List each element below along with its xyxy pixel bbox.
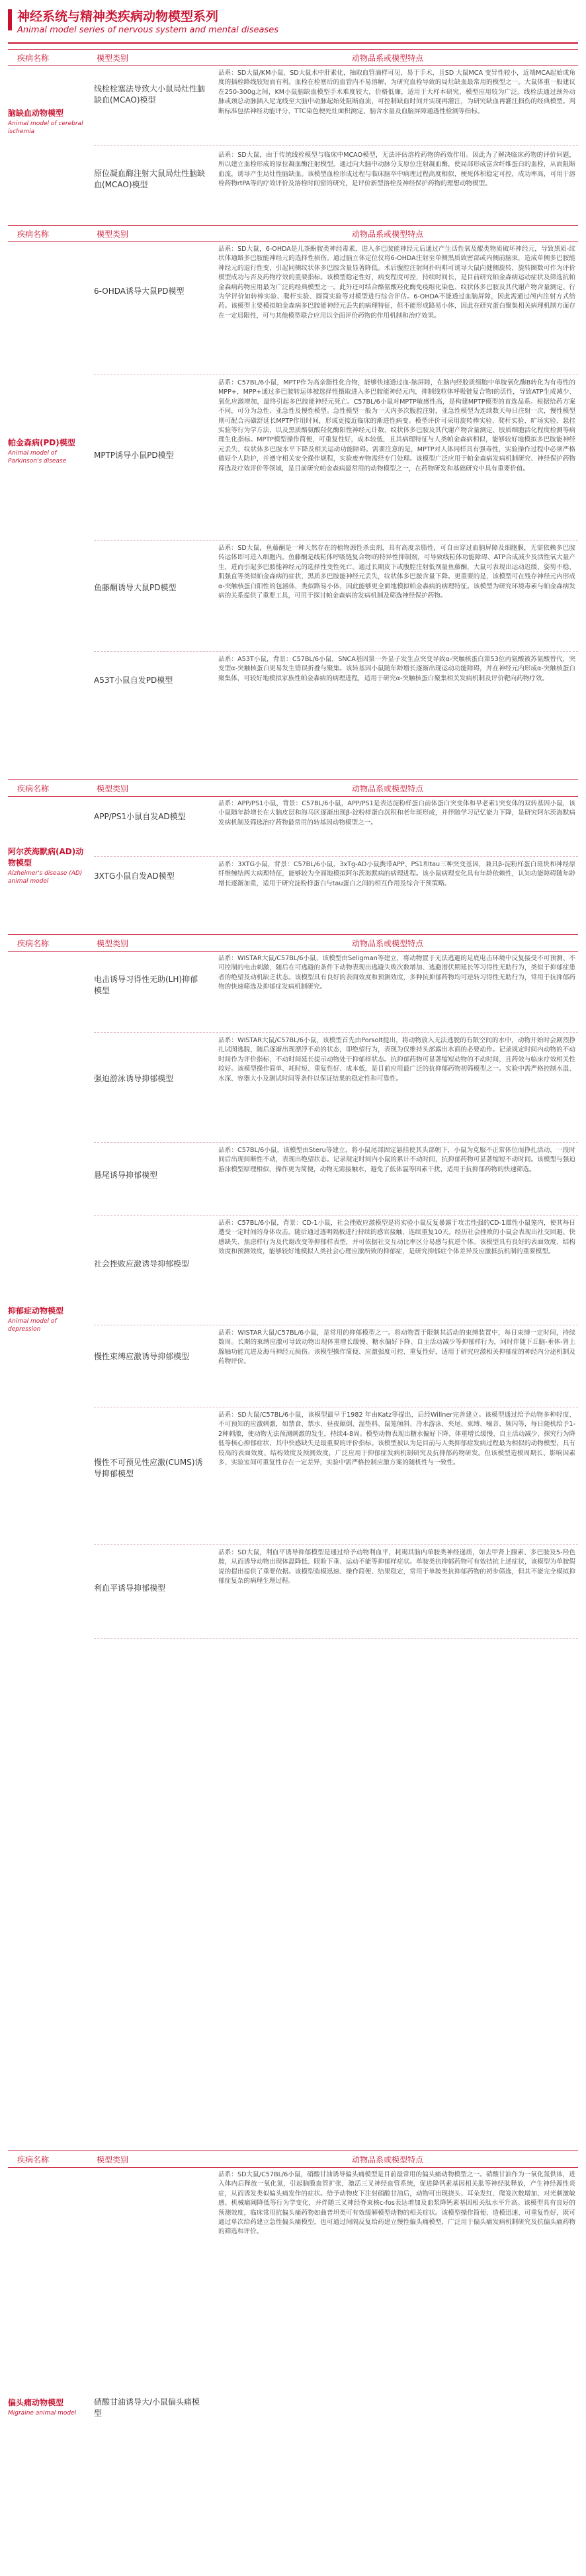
page-title: 神经系统与精神类疾病动物模型系列 — [17, 9, 219, 24]
row-divider — [94, 145, 578, 146]
model-name: 原位凝血酶注射大鼠局灶性脑缺血(MCAO)模型 — [94, 169, 206, 189]
model-name: 社会挫败应激诱导抑郁模型 — [94, 1259, 190, 1268]
column-model: 模型类别 — [97, 2155, 129, 2164]
model-name: 慢性束缚应激诱导抑郁模型 — [94, 1352, 190, 1361]
column-header — [8, 49, 578, 66]
column-header — [8, 779, 578, 797]
header-accent-bar — [8, 9, 12, 30]
disease-name — [8, 2397, 85, 2417]
section-depression — [8, 934, 578, 1801]
row-divider — [94, 1215, 578, 1216]
model-description: 品系：WISTAR大鼠/C57BL/6小鼠，是常用的抑郁模型之一。将动物置于限制其活动的束缚装置中，每日束缚一定时间，持续数周。长期的束缚应激可导致动物出现体重增长缓慢、糖水偏好下降、自主活动减少等抑郁样行为，同时伴随下丘脑-垂体-肾上腺轴功能亢进及海马神经元损伤。该模型操作简便、应激强度可控、重复性好，适用于研究应激相关抑郁症的神经内分泌机制及药物评价。 — [218, 1329, 575, 1366]
model-name: 悬尾诱导抑郁模型 — [94, 1171, 158, 1180]
row-divider — [94, 651, 578, 652]
column-model: 模型类别 — [97, 939, 129, 948]
page-subtitle: Animal model series of nervous system and mental diseases — [17, 25, 278, 35]
model-description: 品系：A53T小鼠，背景：C57BL/6小鼠，SNCA基因第一外显子发生点突变导致α-突触核蛋白第53位丙氨酸被苏氨酸替代，突变型α-突触核蛋白更易发生错误折叠与聚集。该转基因小鼠随年龄增长逐渐出现运动功能障碍，并在神经元内形成α-突触核蛋白聚集体，可较好地模拟家族性帕金森病的病理进程，适用于研究α-突触核蛋白聚集相关发病机制及评价靶向药物疗效。 — [218, 656, 575, 682]
column-disease: 疾病名称 — [17, 54, 50, 63]
model-name: 慢性不可预见性应激(CUMS)诱导抑郁模型 — [94, 1458, 203, 1478]
model-description: 品系：APP/PS1小鼠，背景：C57BL/6小鼠，APP/PS1是表达淀粉样蛋白前体蛋白突变体和早老素1突变体的双转基因小鼠，该小鼠随年龄增长在大脑皮层和海马区逐渐出现β-淀粉样蛋白沉积和老年斑形成，并伴随学习记忆能力下降，是研究阿尔茨海默病发病机制及筛选治疗药物最常用的转基因动物模型之一。 — [218, 800, 575, 826]
model-description: 品系：C57BL/6小鼠，背景：CD-1小鼠，社会挫败应激模型是将实验小鼠反复暴露于攻击性强的CD-1雄性小鼠笼内，使其每日遭受一定时间的身体攻击，随后通过透明隔板进行持续的感官接触，连续重复10天。经历社会挫败的小鼠会表现出社交回避、快感缺失、焦虑样行为及代谢改变等抑郁样表型，并可依据社交互动比率区分易感与抗逆个体。该模型具有良好的表面效度、结构效度和预测效度，能够较好地模拟人类社会心理应激所致的抑郁症，是研究抑郁症个体差异及应激抵抗机制的重要模型。 — [218, 1220, 575, 1256]
column-desc: 动物品系或模型特点 — [352, 2155, 424, 2164]
model-name: 强迫游泳诱导抑郁模型 — [94, 1074, 174, 1083]
model-description: 品系：SD大鼠，6-OHDA是儿茶酚胺类神经毒素，进入多巴胺能神经元后通过产生活性氧及醌类物质破坏神经元，导致黑质-纹状体通路多巴胺能神经元的选择性损伤。通过脑立体定位仪将6-OHDA注射至单侧黑质致密部或内侧前脑束，造成单侧多巴胺能神经元的退行性变，引起同侧纹状体多巴胺含量显著降低。术后腹腔注射阿扑吗啡可诱导大鼠向健侧旋转，旋转圈数可作为评价模型成功与否及药物疗效的重要指标。该模型稳定性好，病变程度可控，持续时间长，是目前研究帕金森病运动症状及筛选抗帕金森病药物应用最为广泛的经典模型之一。此外还可结合酪氨酸羟化酶免疫组化染色、纹状体多巴胺及其代谢产物含量测定、行为学评价如转棒实验、爬杆实验、圆筒实验等对模型进行综合评估。6-OHDA不能透过血脑屏障，因此需通过颅内注射方式给药。该模型主要模拟帕金森病多巴胺能神经元丢失的病理特征，但不能形成路易小体，因此在研究蛋白聚集相关病理机制方面存在一定局限性，可与其他模型联合应用以全面评价药物的作用机制和治疗效果。 — [218, 245, 575, 320]
model-description: 品系：SD大鼠，利血平诱导抑郁模型是通过给予动物利血平，耗竭其脑内单胺类神经递质，如去甲肾上腺素、多巴胺及5-羟色胺，从而诱导动物出现体温降低、眼睑下垂、运动不能等抑郁样症状。单胺类抗抑郁药物可有效拮抗上述症状，该模型为单胺假说的提出提供了重要依据。该模型造模迅速、操作简便、结果稳定，常用于单胺类抗抑郁药物的初步筛选，但其不能完全模拟抑郁症复杂的病理生理过程。 — [218, 1549, 575, 1585]
column-model: 模型类别 — [97, 784, 129, 793]
model-name: MPTP诱导小鼠PD模型 — [94, 451, 174, 460]
column-desc: 动物品系或模型特点 — [352, 939, 424, 948]
disease-name — [8, 846, 85, 885]
column-model: 模型类别 — [97, 54, 129, 63]
disease-name-zh: 阿尔茨海默病(AD)动物模型 — [8, 847, 84, 867]
section-cerebral-ischemia-row2 — [8, 148, 578, 221]
disease-name — [8, 1305, 85, 1333]
row-divider — [94, 540, 578, 541]
section-alzheimer — [8, 779, 578, 912]
model-description: 品系：3XTG小鼠，背景：C57BL/6小鼠，3xTg-AD小鼠携带APP、PS1和tau三种突变基因，兼具β-淀粉样蛋白斑块和神经原纤维缠结两大病理特征，能够较为全面地模拟阿尔茨海默病的病理进程。该小鼠病理变化具有年龄依赖性，认知功能障碍随年龄增长逐渐加重，适用于研究淀粉样蛋白与tau蛋白之间的相互作用及综合干预策略。 — [218, 861, 575, 887]
model-name: 鱼藤酮诱导大鼠PD模型 — [94, 583, 177, 592]
model-description: 品系：C57BL/6小鼠，MPTP作为高亲脂性化合物，能够快速透过血-脑屏障，在脑内经胶质细胞中单胺氧化酶B转化为有毒性的MPP+，MPP+通过多巴胺转运体被选择性摄取进入多巴胺能神经元内，抑制线粒体呼吸链复合物I的活性，导致ATP生成减少、氧化应激增加，最终引起多巴胺能神经元死亡。C57BL/6小鼠对MPTP敏感性高，是构建MPTP模型的首选品系。根据给药方案不同，可分为急性、亚急性及慢性模型。急性模型一般为一天内多次腹腔注射，亚急性模型为连续数天每日注射一次，慢性模型则可配合丙磺舒延长MPTP作用时间，形成更接近临床的渐进性病变。模型评价可采用旋转棒实验、爬杆实验、旷场实验、悬挂实验等行为学方法，以及黑质酪氨酸羟化酶阳性神经元计数、纹状体多巴胺及其代谢产物含量测定、胶质细胞活化程度检测等病理生化指标。MPTP模型操作简便，可重复性好，成本较低，且其病理特征与人类帕金森病相似，能够较好地模拟多巴胺能神经元丢失、纹状体多巴胺水平下降及相关运动功能障碍。需要注意的是，MPTP对人体同样具有强毒性，实验操作过程中必须严格做好个人防护，并遵守相关安全操作规程，实验废弃物需经专门处理。该模型广泛应用于帕金森病发病机制研究、神经保护药物筛选及疗效评价等领域，是目前研究帕金森病最常用的动物模型之一，在药物研发和基础研究中具有重要价值。 — [218, 379, 575, 472]
column-desc: 动物品系或模型特点 — [352, 784, 424, 793]
column-header — [8, 2151, 578, 2168]
model-description: 品系：SD大鼠/KM小鼠、SD大鼠术中肝素化，抽取血管滴样可见，易于手术，且SD 大鼠MCA 变异性较小，近端MCA起始成角度的插栓路线较短而有利。血栓在栓塞后的血管内不易溶解，为研究血栓导致的局灶缺血最常用的模型之一。大鼠体重一般建议在250-300g之间，KM小鼠脑缺血模型手术难度较大，价格低廉，适用于大样本研究，模型应用较为广泛。线栓法通过颈外动脉或颈总动脉插入尼龙线至大脑中动脉起始处阻断血流，可控制缺血时间并实现再灌注，为研究缺血再灌注损伤的经典模型。判断标准包括神经功能评分、TTC染色梗死灶面积测定、脑含水量及血脑屏障通透性检测等指标。 — [218, 69, 575, 115]
disease-name-en: Animal model of Parkinson's disease — [8, 450, 67, 465]
model-description: 品系：SD大鼠/C57BL/6小鼠，硝酸甘油诱导偏头痛模型是目前最常用的偏头痛动物模型之一。硝酸甘油作为一氧化氮供体，进入体内后释放一氧化氮，引起脑膜血管扩张，激活三叉神经血管系统，促进降钙素基因相关肽等神经肽释放，产生神经源性炎症，从而诱发类似偏头痛发作的症状。给予动物皮下注射硝酸甘油后，动物可出现挠头、耳朵发红、爬笼次数增加、对光刺激敏感、机械痛阈降低等行为学变化，并伴随三叉神经脊束核c-fos表达增加及血浆降钙素基因相关肽水平升高。该模型具有良好的预测效度，临床常用抗偏头痛药物如曲普坦类可有效缓解模型动物的相关症状。该模型操作简便、造模迅速、可重复性好，既可通过单次给药建立急性偏头痛模型，也可通过间隔反复给药建立慢性偏头痛模型，广泛用于偏头痛发病机制研究及抗偏头痛药物的筛选和评价。 — [218, 2171, 575, 2236]
model-description: 品系：SD大鼠，鱼藤酮是一种天然存在的植物源性杀虫剂，具有高度亲脂性，可自由穿过血脑屏障及细胞膜，无需依赖多巴胺转运体即可进入细胞内。鱼藤酮是线粒体呼吸链复合物I的特异性抑制剂，可导致线粒体功能障碍、ATP合成减少及活性氧大量产生，进而引起多巴胺能神经元的选择性变性死亡。通过长期皮下或腹腔注射低剂量鱼藤酮，大鼠可表现出运动迟缓、姿势不稳、肌强直等类似帕金森病的症状，黑质多巴胺能神经元丢失，纹状体多巴胺含量下降。更重要的是，该模型可在残存神经元内形成α-突触核蛋白阳性的包涵体，类似路易小体，因此能够更全面地模拟帕金森病的病理特征。该模型为研究环境毒素与帕金森病发病的关系提供了重要工具，可用于探讨帕金森病的发病机制及筛选神经保护药物。 — [218, 545, 575, 600]
section-parkinson — [8, 225, 578, 774]
model-name: 电击诱导习得性无助(LH)抑郁模型 — [94, 975, 198, 995]
model-name: 6-OHDA诱导大鼠PD模型 — [94, 287, 185, 296]
column-disease: 疾病名称 — [17, 939, 50, 948]
disease-name — [8, 437, 85, 465]
column-header — [8, 934, 578, 952]
model-description: 品系：WISTAR大鼠/C57BL/6小鼠，该模型由Seligman等建立，将动物置于无法逃避的足底电击环境中反复接受不可预测、不可控制的电击刺激，随后在可逃避的条件下动物表现出逃避失败次数增加、逃避潜伏期延长等习得性无助行为，类似于抑郁症患者的绝望及动机缺乏状态。该模型具有良好的表面效度和预测效度，多种抗抑郁药物均可逆转习得性无助行为，常用于抗抑郁药物的快速筛选及抑郁症发病机制研究。 — [218, 955, 575, 991]
disease-name — [8, 107, 85, 136]
column-disease: 疾病名称 — [17, 784, 50, 793]
page-header — [0, 0, 586, 46]
model-description: 品系：C57BL/6小鼠，该模型由Steru等建立，将小鼠尾部固定悬挂使其头部朝下，小鼠为克服不正常体位而挣扎活动，一段时间后出现间断性不动，表现出绝望状态。记录规定时间内小鼠的累计不动时间，抗抑郁药物可显著缩短不动时间。该模型与强迫游泳模型原理相似，操作更为简便，动物无需接触水，避免了低体温等因素干扰，适用于抗抑郁药物的快速筛选。 — [218, 1147, 575, 1173]
disease-name-en: Migraine animal model — [8, 2410, 77, 2417]
column-disease: 疾病名称 — [17, 2155, 50, 2164]
header-rule — [8, 42, 578, 44]
disease-name-en: Alzheimer's disease (AD) animal model — [8, 870, 83, 885]
column-desc: 动物品系或模型特点 — [352, 230, 424, 239]
disease-name-zh: 偏头痛动物模型 — [8, 2398, 64, 2407]
column-desc: 动物品系或模型特点 — [352, 54, 424, 63]
disease-name-en: Animal model of depression — [8, 1318, 57, 1333]
row-divider — [94, 1142, 578, 1143]
model-name: 利血平诱导抑郁模型 — [94, 1583, 166, 1593]
row-divider — [94, 856, 578, 857]
section-migraine — [8, 2151, 578, 2548]
row-divider — [94, 1032, 578, 1033]
model-name: APP/PS1小鼠自发AD模型 — [94, 812, 186, 821]
model-name: 3XTG小鼠自发AD模型 — [94, 871, 175, 881]
model-name: 线栓栓塞法导致大小鼠局灶性脑缺血(MCAO)模型 — [94, 84, 206, 105]
model-name: 硝酸甘油诱导大/小鼠偏头痛模型 — [94, 2397, 200, 2418]
section-cerebral-ischemia — [8, 49, 578, 161]
row-divider — [94, 1544, 578, 1545]
model-description: 品系：SD大鼠，由于传统线栓模型与临床中MCAO模型，无法评估溶栓药物的药效作用。因此为了解决临床药物的评价问题，所以建立血栓形成的原位凝血酶注射模型。通过向大脑中动脉分支原位注射凝血酶，使局部形成富含纤维蛋白的血栓，从而阻断血流，诱导产生局灶性脑缺血。该模型血栓形成过程与临床脑卒中病理过程高度相似，梗死体积稳定可控，成功率高，可用于溶栓药物rtPA等的疗效评价及溶栓时间窗的研究，是评价新型溶栓及神经保护药物的理想动物模型。 — [218, 152, 575, 188]
disease-name-zh: 帕金森病(PD)模型 — [8, 438, 75, 447]
column-disease: 疾病名称 — [17, 230, 50, 239]
model-name: A53T小鼠自发PD模型 — [94, 676, 173, 685]
disease-name-en: Animal model of cerebral ischemia — [8, 120, 83, 135]
row-divider — [94, 1638, 578, 1639]
model-description: 品系：SD大鼠/C57BL/6小鼠，该模型最早于1982 年由Katz等提出，后经Willner完善建立。该模型通过给予动物多种轻度、不可预知的应激刺激，如禁食、禁水、昼夜颠倒、湿垫料、鼠笼倾斜、冷水游泳、夹尾、束缚、噪音、频闪等，每日随机给予1-2种刺激，使动物无法预测刺激的发生，持续4-8周。模型动物表现出糖水偏好下降、体重增长缓慢、自主活动减少、探究行为降低等核心抑郁症状，其中快感缺失是最重要的评价指标。该模型被认为是目前与人类抑郁症发病过程最为相似的动物模型，具有较高的表面效度、结构效度及预测效度，广泛应用于抑郁症发病机制研究及抗抑郁药物研发。但该模型造模周期长、影响因素多、实验室间可重复性存在一定差异，实验中需严格控制应激方案的随机性与一致性。 — [218, 1411, 575, 1467]
disease-name-zh: 抑郁症动物模型 — [8, 1306, 64, 1315]
disease-name-zh: 脑缺血动物模型 — [8, 109, 64, 118]
column-model: 模型类别 — [97, 230, 129, 239]
model-description: 品系：WISTAR大鼠/C57BL/6小鼠，该模型首先由Porsolt提出，将动物放入无法逃脱的有限空间的水中，动物开始时会剧烈挣扎试图逃脱，随后逐渐出现漂浮不动的状态，即绝望行为，表现为仅维持头部露出水面的必要动作。记录规定时间内动物的不动时间作为评价指标，不动时间延长提示动物处于抑郁样状态。抗抑郁药物可显著缩短动物的不动时间，且药效与临床疗效相关性较好。该模型操作简单、耗时短、重复性好、成本低，是目前应用最广泛的抗抑郁药物初筛模型之一。实验中需严格控制水温、水深、容器大小及测试时间等条件以保证结果的稳定性和可靠性。 — [218, 1037, 575, 1083]
column-header — [8, 225, 578, 242]
